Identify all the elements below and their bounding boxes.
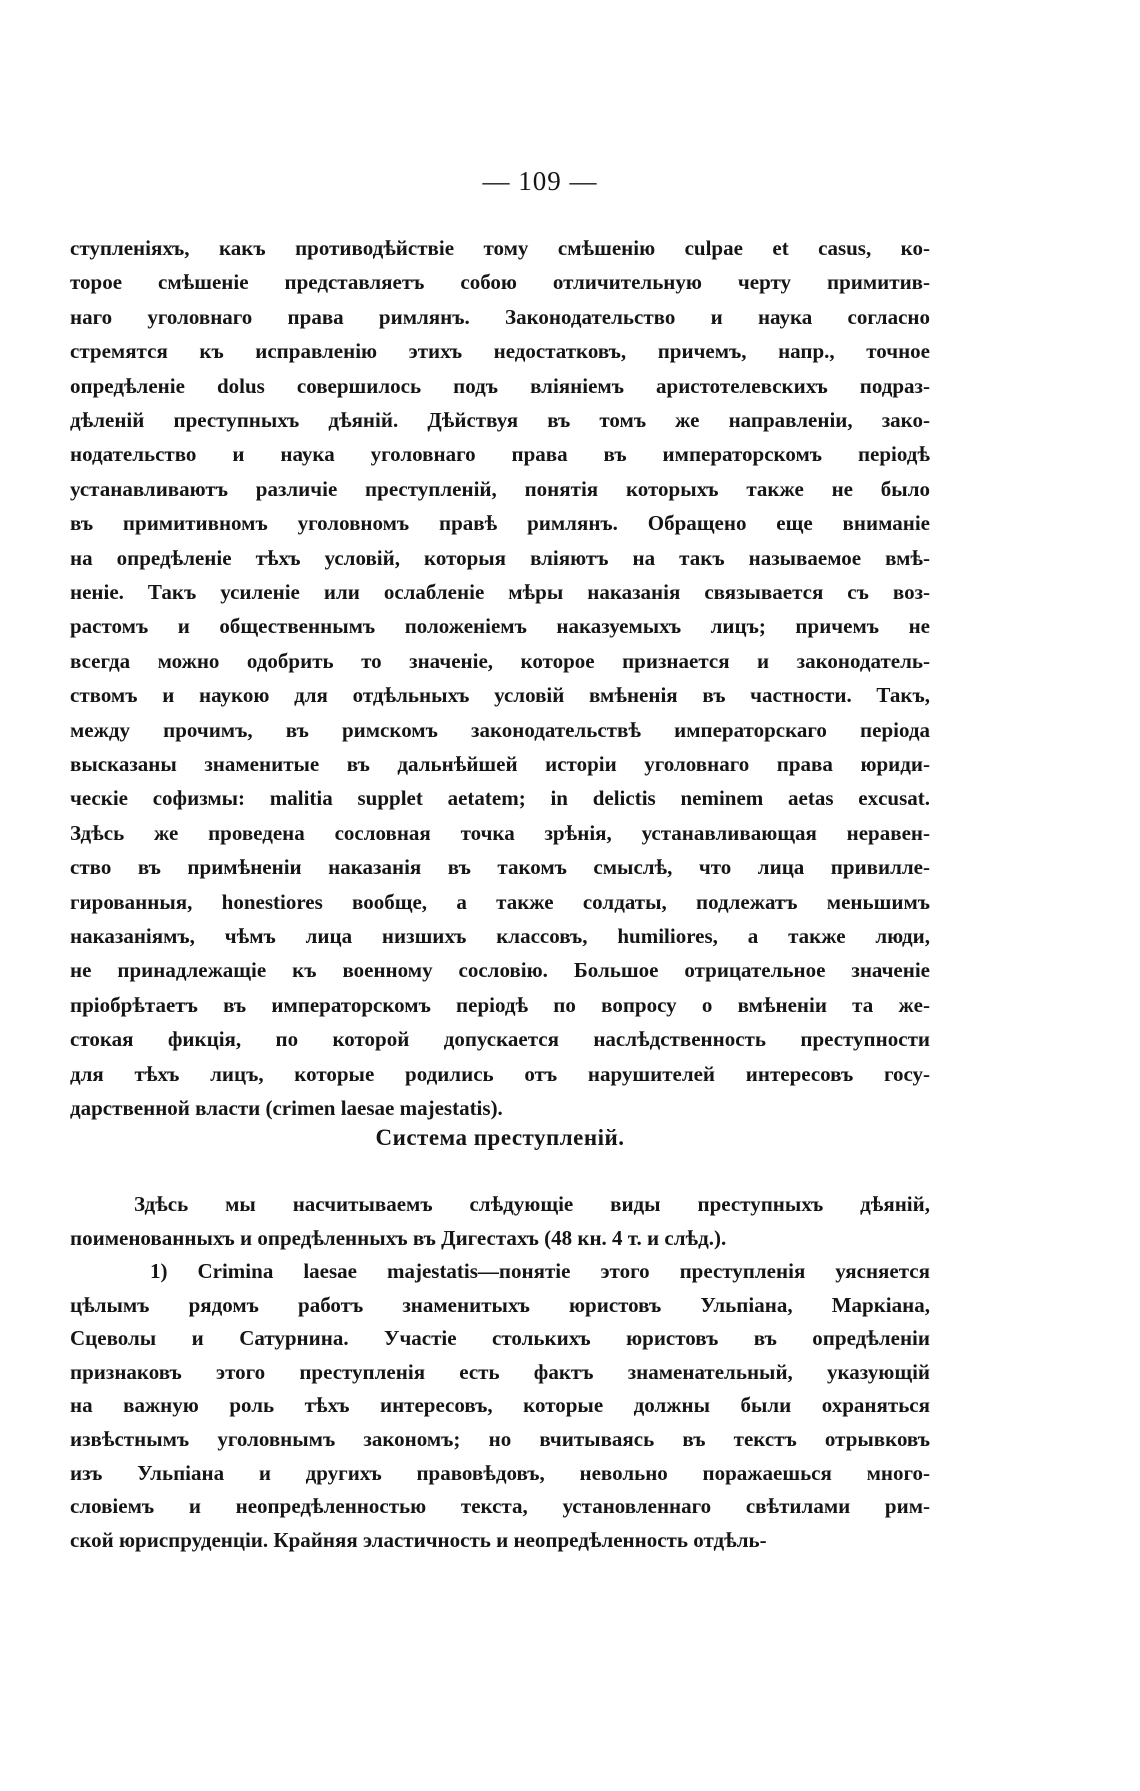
- text-line: пріобрѣтаетъ въ императорскомъ періодѣ по вопросу о вмѣненіи та жe-: [70, 992, 930, 1017]
- text-line: ство въ примѣненіи наказанія въ такомъ смыслѣ, что лица привилле-: [70, 855, 930, 880]
- text-line: на опредѣленіе тѣхъ условій, которыя вліяютъ на такъ называемое вмѣ-: [70, 545, 930, 570]
- text-line: на важную роль тѣхъ интересовъ, которые должны были охраняться: [70, 1393, 930, 1418]
- text-line: признаковъ этого преступленія есть фактъ знаменательный, указующій: [70, 1359, 930, 1384]
- text-line: ствомъ и наукою для отдѣльныхъ условій вмѣненія въ частности. Такъ,: [70, 683, 930, 708]
- text-line: дѣленій преступныхъ дѣяній. Дѣйствуя въ томъ же направленіи, зако-: [70, 408, 930, 432]
- text-line: всегда можно одобрить то значеніе, которое признается и законодатель-: [70, 648, 930, 673]
- text-line: цѣлымъ рядомъ работъ знаменитыхъ юристовъ Ульпіана, Маркіана,: [70, 1292, 930, 1317]
- text-line: для тѣхъ лицъ, которые родились отъ нарушителей интересовъ госу-: [70, 1061, 930, 1086]
- text-line: высказаны знаменитые въ дальнѣйшей исторіи уголовнаго права юриди-: [70, 752, 930, 776]
- text-line: опредѣленіе dolus совершилось подъ вліяніемъ аристотелевскихъ подраз-: [70, 373, 930, 398]
- page-number: — 109 —: [482, 166, 598, 196]
- text-line: Сцеволы и Сатурнина. Участіе столькихъ юристовъ въ опредѣленіи: [70, 1326, 930, 1351]
- text-line: ской юриспруденціи. Крайняя эластичность и неопредѣленность отдѣль-: [70, 1527, 767, 1552]
- text-line: гированныя, honestiores вообще, а также солдаты, подлежатъ меньшимъ: [70, 889, 930, 914]
- text-line: Здѣсь мы насчитываемъ слѣдующіе виды преступныхъ дѣяній,: [134, 1192, 930, 1216]
- text-line: Здѣсь же проведена сословная точка зрѣнія, устанавливающая неравен-: [70, 820, 930, 845]
- text-line: наказаніямъ, чѣмъ лица низшихъ классовъ, humiliores, а также люди,: [70, 924, 930, 948]
- text-line: 1) Crimina laesae majestatis—понятіе этого преступленія уясняется: [150, 1259, 930, 1283]
- text-line: дарственной власти (crimen laesae majestatis).: [70, 1096, 503, 1120]
- text-line: не принадлежащіе къ военному сословію. Большое отрицательное значеніе: [70, 958, 930, 983]
- text-line: неніе. Такъ усиленіе или ослабленіе мѣры наказанія связывается съ воз-: [70, 580, 930, 604]
- text-line: изъ Ульпіана и другихъ правовѣдовъ, невольно поражаешься много-: [70, 1460, 930, 1485]
- text-line: въ примитивномъ уголовномъ правѣ римлянъ. Обращено еще вниманіе: [70, 511, 930, 536]
- text-line: стокая фикція, по которой допускается наслѣдственность преступности: [70, 1027, 930, 1052]
- text-line: между прочимъ, въ римскомъ законодательствѣ императорскаго періода: [70, 717, 930, 742]
- text-line: растомъ и общественнымъ положеніемъ наказуемыхъ лицъ; причемъ не: [70, 614, 930, 639]
- text-line: словіемъ и неопредѣленностью текста, установленнаго свѣтилами рим-: [70, 1494, 930, 1519]
- text-line: ческіе софизмы: malitia supplet aetatem; in delictis neminem aetas excusat.: [70, 786, 930, 811]
- section-heading: Система преступленій.: [375, 1125, 625, 1150]
- text-line: извѣстнымъ уголовнымъ закономъ; но вчитываясь въ текстъ отрывковъ: [70, 1427, 930, 1451]
- text-line: наго уголовнаго права римлянъ. Законодательство и наука согласно: [70, 304, 930, 329]
- text-line: нодательство и наука уголовнаго права въ императорскомъ періодѣ: [70, 442, 930, 467]
- text-line: торое смѣшеніе представляетъ собою отличительную черту примитив-: [70, 270, 930, 295]
- text-line: стремятся къ исправленію этихъ недостатковъ, причемъ, напр., точное: [70, 339, 930, 364]
- text-line: поименованныхъ и опредѣленныхъ въ Дигестахъ (48 кн. 4 т. и слѣд.).: [70, 1225, 727, 1250]
- text-line: ступленіяхъ, какъ противодѣйствіе тому смѣшенію culpae et casus, ко-: [70, 236, 930, 260]
- text-line: устанавливаютъ различіе преступленій, понятія которыхъ также не было: [70, 476, 930, 501]
